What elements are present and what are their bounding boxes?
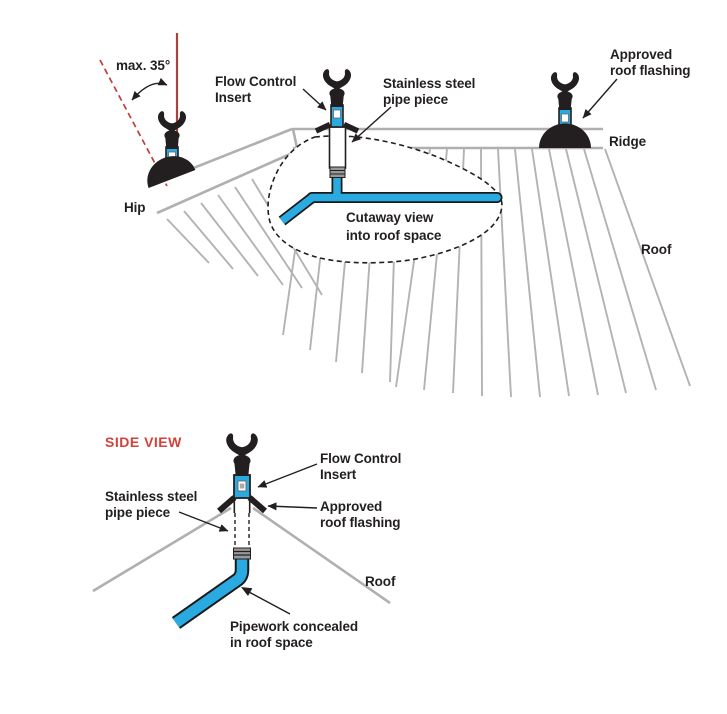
hip-vent [141, 111, 196, 188]
stainless-steel-pointer-arrow [352, 107, 391, 142]
roof-slope-left-line [93, 508, 231, 591]
flow-control-label-line2: Insert [320, 467, 357, 482]
stainless-pipe-piece [330, 127, 346, 168]
vent-cowl-icon [551, 72, 579, 110]
hip-label: Hip [124, 200, 146, 215]
flow-control-label-line1: Flow Control [320, 451, 402, 466]
flow-control-insert-window [562, 114, 569, 122]
cutaway-label-line1: Cutaway view [346, 210, 434, 225]
side-view-title: SIDE VIEW [105, 434, 182, 450]
roof-flashing-label-line1: Approved [320, 499, 383, 514]
stainless-steel-label-line1: Stainless steel [105, 489, 198, 504]
side-view-labels [105, 451, 401, 650]
roof-flashing-label-line2: roof flashing [320, 515, 401, 530]
angle-arc-arrow [132, 83, 167, 100]
pipework-arrowhead [241, 587, 252, 596]
flow-control-label-line1: Flow Control [215, 74, 297, 89]
flow-control-insert-element [240, 484, 245, 489]
ridge-label: Ridge [609, 134, 647, 149]
side-concealed-pipework [176, 557, 242, 623]
stainless-steel-label-line1: Stainless steel [383, 76, 476, 91]
flow-control-insert-window [334, 110, 341, 118]
ridge-hip-junction-tick [293, 129, 297, 148]
cutaway-label-line2: into roof space [346, 228, 442, 243]
flow-control-pointer-arrow [258, 464, 317, 487]
pipe-coupling [234, 548, 251, 559]
stainless-pipe-piece-hidden [234, 497, 251, 550]
roof-flashing-label-line1: Approved [610, 47, 673, 62]
roof-flashing-pointer-arrow [583, 79, 617, 118]
max-angle-label: max. 35° [116, 58, 171, 73]
stainless-steel-label-line2: pipe piece [383, 92, 449, 107]
roof-flashing-label-line2: roof flashing [610, 63, 691, 78]
pipework-label-line2: in roof space [230, 635, 313, 650]
pipework-pointer-arrow [249, 592, 290, 614]
stainless-steel-label-line2: pipe piece [105, 505, 171, 520]
roof-flashing-left-wing [219, 498, 235, 512]
roof-label: Roof [365, 574, 396, 589]
top-view-diagram [100, 33, 690, 397]
roof-label: Roof [641, 242, 672, 257]
vent-cowl-icon [323, 69, 351, 107]
flow-control-label-line2: Insert [215, 90, 252, 105]
vent-cowl-icon [158, 111, 186, 149]
pipework-label-line1: Pipework concealed [230, 619, 358, 634]
ridge-vent [539, 72, 591, 148]
roof-flashing-right-wing [250, 498, 266, 512]
roof-flashing-pointer-arrow [268, 506, 317, 508]
side-vent [219, 433, 265, 559]
flow-control-pointer-arrow [303, 89, 326, 110]
pipe-coupling [330, 167, 345, 178]
vent-cowl-icon [226, 433, 258, 476]
roof-flashing-dome [539, 124, 591, 149]
side-view-diagram [93, 433, 401, 650]
